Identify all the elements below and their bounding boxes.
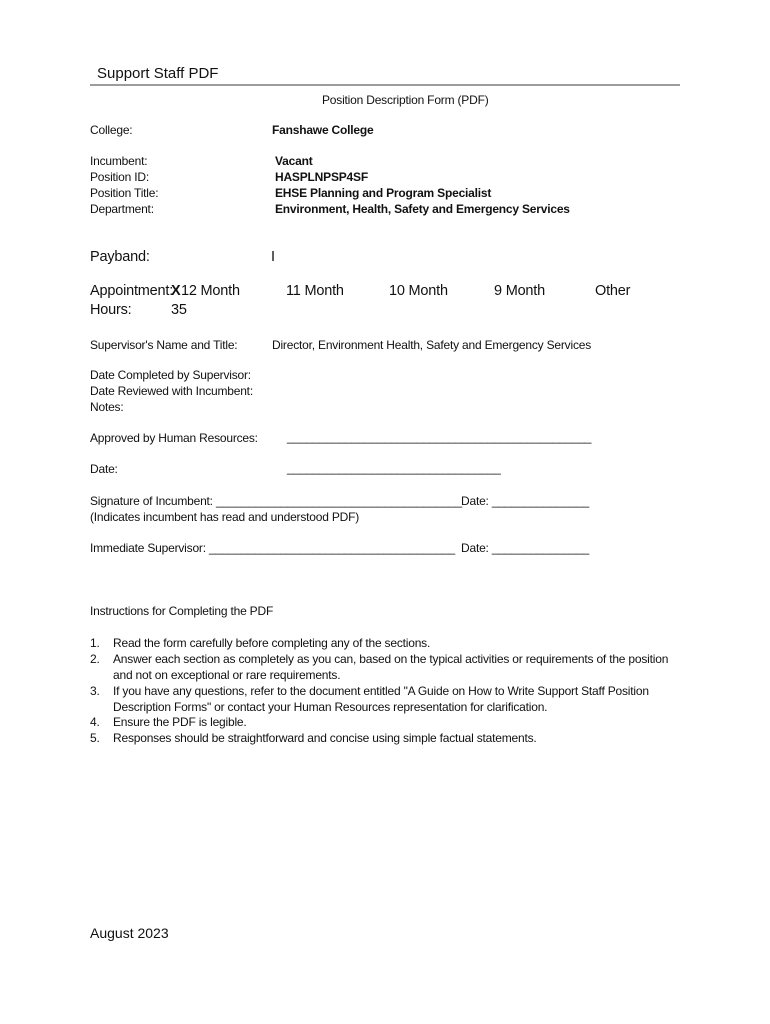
supervisor-signature-label: Immediate Supervisor: ______________________________________ bbox=[90, 541, 455, 555]
appointment-label: Appointment: bbox=[90, 283, 174, 299]
form-title: Position Description Form (PDF) bbox=[322, 93, 489, 107]
department-value: Environment, Health, Safety and Emergency Services bbox=[275, 202, 570, 216]
approval-date-line: _________________________________ bbox=[287, 461, 501, 475]
incumbent-label: Incumbent: bbox=[90, 154, 148, 168]
header-divider bbox=[90, 84, 680, 86]
incumbent-value: Vacant bbox=[275, 154, 313, 168]
hours-value: 35 bbox=[171, 302, 187, 318]
incumbent-signature-label: Signature of Incumbent: ______________________________________ bbox=[90, 494, 462, 508]
instruction-number: 3. bbox=[90, 684, 100, 698]
appointment-option-11-month: 11 Month bbox=[286, 283, 344, 299]
appointment-option-9-month: 9 Month bbox=[494, 283, 545, 299]
college-label: College: bbox=[90, 123, 133, 137]
instructions-heading: Instructions for Completing the PDF bbox=[90, 604, 274, 618]
notes-label: Notes: bbox=[90, 400, 124, 414]
date-completed-label: Date Completed by Supervisor: bbox=[90, 368, 251, 382]
appointment-selected-mark: X bbox=[171, 283, 181, 299]
position-id-value: HASPLNPSP4SF bbox=[275, 170, 368, 184]
instruction-number: 5. bbox=[90, 731, 100, 745]
supervisor-signature-date: Date: _______________ bbox=[461, 541, 589, 555]
instruction-number: 2. bbox=[90, 652, 100, 666]
instruction-text: Answer each section as completely as you can, based on the typical activities or requirements of the position and not on exceptional or rare requirements. bbox=[113, 652, 669, 682]
footer-date: August 2023 bbox=[90, 925, 169, 941]
position-title-label: Position Title: bbox=[90, 186, 159, 200]
appointment-option-10-month: 10 Month bbox=[389, 283, 448, 299]
instruction-text: Responses should be straightforward and concise using simple factual statements. bbox=[113, 731, 537, 745]
date-reviewed-label: Date Reviewed with Incumbent: bbox=[90, 384, 253, 398]
position-title-value: EHSE Planning and Program Specialist bbox=[275, 186, 492, 200]
instruction-number: 4. bbox=[90, 715, 100, 729]
hr-approval-line: _______________________________________________ bbox=[287, 430, 592, 444]
supervisor-label: Supervisor's Name and Title: bbox=[90, 338, 238, 352]
document-header-title: Support Staff PDF bbox=[97, 65, 219, 82]
appointment-option-other: Other bbox=[595, 283, 631, 299]
supervisor-value: Director, Environment Health, Safety and Emergency Services bbox=[272, 338, 592, 352]
hr-approval-label: Approved by Human Resources: bbox=[90, 431, 258, 445]
approval-date-label: Date: bbox=[90, 462, 118, 476]
position-id-label: Position ID: bbox=[90, 170, 149, 184]
payband-value: I bbox=[271, 249, 275, 265]
instruction-text: Ensure the PDF is legible. bbox=[113, 715, 247, 729]
department-label: Department: bbox=[90, 202, 154, 216]
appointment-option-12-month: 12 Month bbox=[181, 283, 240, 299]
college-value: Fanshawe College bbox=[272, 123, 374, 137]
payband-label: Payband: bbox=[90, 249, 150, 265]
incumbent-signature-date: Date: _______________ bbox=[461, 494, 589, 508]
instruction-text: If you have any questions, refer to the document entitled "A Guide on How to Write Support Staff Position Description Forms" or contact your Human Resources representation for clarification. bbox=[113, 684, 649, 714]
hours-label: Hours: bbox=[90, 302, 132, 318]
instruction-text: Read the form carefully before completing any of the sections. bbox=[113, 636, 431, 650]
instruction-number: 1. bbox=[90, 636, 100, 650]
incumbent-signature-note: (Indicates incumbent has read and understood PDF) bbox=[90, 510, 360, 524]
